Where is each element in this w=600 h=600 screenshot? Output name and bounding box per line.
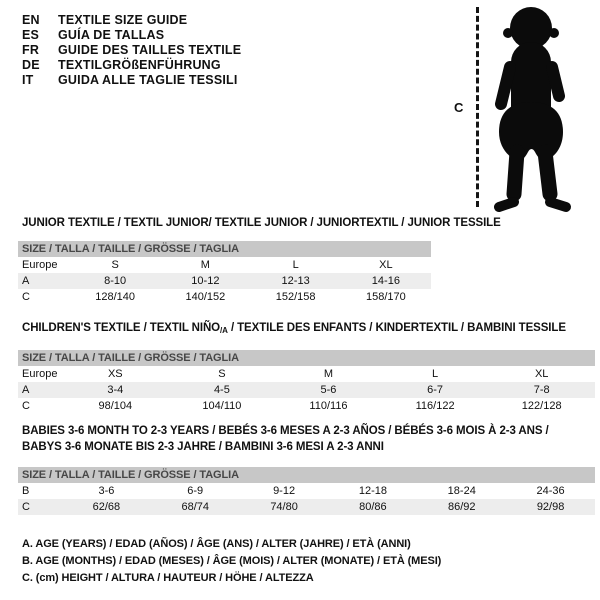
table-row	[18, 257, 431, 273]
table-cell: 80/86	[359, 501, 387, 513]
table-cell: 86/92	[447, 501, 476, 513]
footnotes	[22, 536, 441, 587]
table-cell: 12-13	[281, 275, 310, 287]
table-cell: XS	[107, 368, 123, 380]
language-title: GUIDA ALLE TAGLIE TESSILI	[58, 73, 238, 87]
table-cell: 140/152	[185, 291, 226, 303]
language-code: IT	[22, 73, 34, 87]
language-code: EN	[22, 13, 40, 27]
language-title: TEXTILE SIZE GUIDE	[58, 13, 188, 27]
table-cell: 9-12	[273, 485, 296, 497]
table-cell: 6-7	[427, 384, 444, 396]
junior-size-table	[18, 241, 431, 305]
table-cell: 10-12	[191, 275, 220, 287]
table-cell: 62/68	[92, 501, 121, 513]
junior-table-title: JUNIOR TEXTILE / TEXTIL JUNIOR/ TEXTILE JUNIOR / JUNIORTEXTIL / JUNIOR TESSILE	[22, 217, 501, 229]
table-cell: 92/98	[536, 501, 565, 513]
table-cell: 5-6	[320, 384, 337, 396]
language-code: FR	[22, 43, 40, 57]
babies-title-line2: BABYS 3-6 MONATE BIS 2-3 JAHRE / BAMBINI 3-6 MESI A 2-3 ANNI	[22, 441, 384, 453]
row-label: Europe	[22, 259, 58, 271]
table-cell: 110/116	[309, 400, 348, 412]
table-row	[18, 273, 431, 289]
language-title: TEXTILGRÖßENFÜHRUNG	[58, 58, 221, 72]
children-title-subscript: /A	[220, 326, 228, 335]
table-cell: L	[292, 259, 299, 271]
table-row	[18, 483, 595, 499]
footnote-b: B. AGE (MONTHS) / EDAD (MESES) / ÂGE (MOIS) / ALTER (MONATE) / ETÀ (MESI)	[22, 555, 442, 567]
table-cell: 8-10	[104, 275, 127, 287]
language-code: DE	[22, 58, 40, 72]
row-label: A	[22, 384, 30, 396]
table-cell: S	[111, 259, 119, 271]
children-title-post: / TEXTILE DES ENFANTS / KINDERTEXTIL / BAMBINI TESSILE	[227, 322, 566, 334]
language-code: ES	[22, 28, 40, 42]
table-cell: M	[323, 368, 334, 380]
children-title-pre: CHILDREN'S TEXTILE / TEXTIL NIÑO	[22, 322, 221, 334]
table-row	[18, 382, 595, 398]
size-table-header: SIZE / TALLA / TAILLE / GRÖSSE / TAGLIA	[18, 241, 431, 257]
size-table-header: SIZE / TALLA / TAILLE / GRÖSSE / TAGLIA	[18, 350, 595, 366]
babies-size-table	[18, 467, 595, 515]
table-cell: 152/158	[275, 291, 316, 303]
table-cell: L	[432, 368, 439, 380]
table-cell: 3-6	[98, 485, 115, 497]
size-figure	[440, 0, 600, 225]
language-list	[22, 13, 241, 88]
table-cell: 18-24	[447, 485, 476, 497]
table-cell: 128/140	[95, 291, 135, 303]
row-label: A	[22, 275, 30, 287]
table-cell: 12-18	[358, 485, 387, 497]
height-label: C	[454, 100, 464, 115]
table-cell: 122/128	[521, 400, 562, 412]
footnote-a: A. AGE (YEARS) / EDAD (AÑOS) / ÂGE (ANS) / ALTER (JAHRE) / ETÀ (ANNI)	[22, 538, 411, 550]
height-dashed-line	[476, 7, 479, 207]
table-cell: 7-8	[533, 384, 550, 396]
language-row	[22, 43, 241, 58]
children-table-title	[22, 322, 566, 335]
size-table-header: SIZE / TALLA / TAILLE / GRÖSSE / TAGLIA	[18, 467, 595, 483]
language-row	[22, 58, 241, 73]
table-cell: M	[200, 259, 210, 271]
table-cell: XL	[534, 368, 549, 380]
table-cell: 74/80	[270, 501, 298, 513]
table-row	[18, 366, 595, 382]
table-cell: 104/110	[202, 400, 242, 412]
language-title: GUIDE DES TAILLES TEXTILE	[58, 43, 242, 57]
babies-title-line1: BABIES 3-6 MONTH TO 2-3 YEARS / BEBÉS 3-6 MESES A 2-3 AÑOS / BÉBÉS 3-6 MOIS À 2-3 ANS /	[22, 425, 549, 437]
table-cell: 98/104	[98, 400, 133, 412]
children-size-table	[18, 350, 595, 414]
table-cell: 6-9	[187, 485, 204, 497]
language-row	[22, 73, 241, 88]
table-cell: 68/74	[181, 501, 209, 513]
language-title: GUÍA DE TALLAS	[58, 28, 165, 42]
table-cell: 116/122	[415, 400, 455, 412]
row-label: C	[22, 501, 30, 513]
language-row	[22, 28, 241, 43]
table-cell: 4-5	[213, 384, 230, 396]
table-row	[18, 289, 431, 305]
table-cell: S	[218, 368, 226, 380]
table-cell: 3-4	[107, 384, 124, 396]
table-cell: 24-36	[536, 485, 565, 497]
language-row	[22, 13, 241, 28]
row-label: B	[22, 485, 30, 497]
table-cell: 158/170	[365, 291, 406, 303]
baby-silhouette-icon	[487, 4, 579, 216]
table-row	[18, 499, 595, 515]
row-label: C	[22, 291, 30, 303]
footnote-c: C. (cm) HEIGHT / ALTURA / HAUTEUR / HÖHE / ALTEZZA	[22, 572, 314, 584]
babies-table-title	[22, 423, 549, 455]
row-label: Europe	[22, 368, 58, 380]
table-row	[18, 398, 595, 414]
table-cell: 14-16	[371, 275, 400, 287]
table-cell: XL	[379, 259, 393, 271]
row-label: C	[22, 400, 30, 412]
